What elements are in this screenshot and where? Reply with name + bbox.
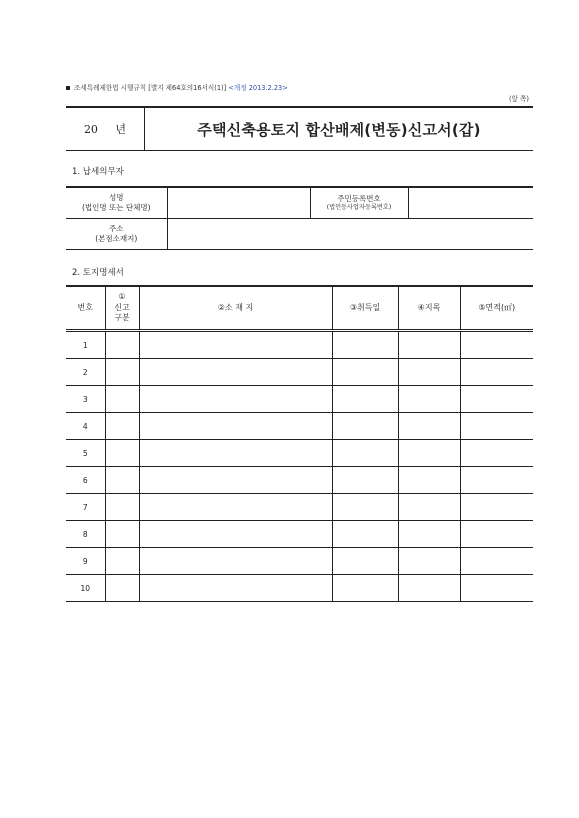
report-type-cell[interactable] [105, 440, 139, 467]
location-cell[interactable] [139, 494, 332, 521]
name-sublabel: (법인명 또는 단체명) [81, 203, 151, 212]
col-land-category: ④지목 [398, 286, 460, 331]
col-report-type-l1: 신고 [114, 302, 130, 312]
report-type-cell[interactable] [105, 413, 139, 440]
land-category-cell[interactable] [398, 521, 460, 548]
name-label: 성명 [109, 192, 124, 202]
col-report-type [105, 286, 139, 331]
form-title: 주택신축용토지 합산배제(변동)신고서(갑) [197, 120, 481, 139]
land-category-cell[interactable] [398, 494, 460, 521]
area-cell[interactable] [460, 386, 533, 413]
acquisition-date-cell[interactable] [332, 331, 398, 359]
title-box [66, 106, 533, 151]
row-number: 7 [66, 494, 105, 521]
area-cell[interactable] [460, 548, 533, 575]
acquisition-date-cell[interactable] [332, 386, 398, 413]
table-row [66, 548, 533, 575]
rrn-field[interactable] [408, 187, 533, 219]
land-category-cell[interactable] [398, 548, 460, 575]
report-type-cell[interactable] [105, 386, 139, 413]
area-cell[interactable] [460, 521, 533, 548]
form-law-reference [66, 82, 288, 92]
taxpayer-row-address [66, 219, 533, 250]
row-number: 5 [66, 440, 105, 467]
name-field[interactable] [167, 187, 310, 219]
land-category-cell[interactable] [398, 440, 460, 467]
bullet-square-icon [66, 86, 70, 90]
area-cell[interactable] [460, 413, 533, 440]
taxpayer-row-name [66, 187, 533, 219]
area-cell[interactable] [460, 467, 533, 494]
location-cell[interactable] [139, 386, 332, 413]
amendment-date: <개정 2013.2.23> [228, 84, 288, 92]
table-row [66, 440, 533, 467]
row-number: 3 [66, 386, 105, 413]
row-number: 10 [66, 575, 105, 602]
location-cell[interactable] [139, 575, 332, 602]
col-report-type-l2: 구분 [114, 313, 130, 323]
table-row [66, 359, 533, 386]
table-row [66, 467, 533, 494]
acquisition-date-cell[interactable] [332, 359, 398, 386]
col-report-type-num: ① [118, 291, 126, 301]
table-row [66, 413, 533, 440]
taxpayer-table [66, 186, 533, 250]
report-type-cell[interactable] [105, 331, 139, 359]
rrn-label: 주민등록번호 [337, 193, 381, 203]
land-category-cell[interactable] [398, 359, 460, 386]
title-year: 20 년 [66, 108, 145, 150]
rrn-label-cell [310, 187, 408, 219]
land-category-cell[interactable] [398, 386, 460, 413]
acquisition-date-cell[interactable] [332, 413, 398, 440]
acquisition-date-cell[interactable] [332, 575, 398, 602]
row-number: 1 [66, 331, 105, 359]
area-cell[interactable] [460, 331, 533, 359]
law-reference-text: 조세특례제한법 시행규칙 [별지 제64호의16서식(1)] [74, 84, 227, 92]
address-sublabel: (본점소재지) [95, 234, 138, 243]
location-cell[interactable] [139, 440, 332, 467]
row-number: 8 [66, 521, 105, 548]
location-cell[interactable] [139, 521, 332, 548]
acquisition-date-cell[interactable] [332, 521, 398, 548]
acquisition-date-cell[interactable] [332, 440, 398, 467]
acquisition-date-cell[interactable] [332, 467, 398, 494]
land-category-cell[interactable] [398, 413, 460, 440]
rrn-sublabel: (법인등사업자등록번호) [326, 203, 392, 211]
location-cell[interactable] [139, 359, 332, 386]
report-type-cell[interactable] [105, 467, 139, 494]
location-cell[interactable] [139, 548, 332, 575]
section-land-heading: 2. 토지명세서 [72, 268, 124, 278]
land-table-header [66, 286, 533, 331]
report-type-cell[interactable] [105, 521, 139, 548]
address-label: 주소 [109, 223, 124, 233]
table-row [66, 494, 533, 521]
row-number: 4 [66, 413, 105, 440]
land-table-body [66, 331, 533, 602]
table-row [66, 386, 533, 413]
col-number: 번호 [66, 286, 105, 331]
location-cell[interactable] [139, 331, 332, 359]
col-area: ⑤면적(㎡) [460, 286, 533, 331]
report-type-cell[interactable] [105, 494, 139, 521]
col-acquisition-date: ③취득일 [332, 286, 398, 331]
page-side-label: (앞 쪽) [509, 95, 529, 103]
name-label-cell [66, 187, 167, 219]
location-cell[interactable] [139, 413, 332, 440]
area-cell[interactable] [460, 575, 533, 602]
land-statement-table [66, 285, 533, 602]
land-category-cell[interactable] [398, 467, 460, 494]
address-label-cell [66, 219, 167, 250]
report-type-cell[interactable] [105, 548, 139, 575]
land-category-cell[interactable] [398, 331, 460, 359]
table-row [66, 521, 533, 548]
section-taxpayer-heading: 1. 납세의무자 [72, 167, 124, 177]
address-field[interactable] [167, 219, 533, 250]
table-row [66, 331, 533, 359]
acquisition-date-cell[interactable] [332, 548, 398, 575]
report-type-cell[interactable] [105, 359, 139, 386]
land-category-cell[interactable] [398, 575, 460, 602]
row-number: 6 [66, 467, 105, 494]
area-cell[interactable] [460, 494, 533, 521]
table-row [66, 575, 533, 602]
row-number: 9 [66, 548, 105, 575]
row-number: 2 [66, 359, 105, 386]
report-type-cell[interactable] [105, 575, 139, 602]
area-cell[interactable] [460, 359, 533, 386]
location-cell[interactable] [139, 467, 332, 494]
col-location: ②소 재 지 [139, 286, 332, 331]
area-cell[interactable] [460, 440, 533, 467]
acquisition-date-cell[interactable] [332, 494, 398, 521]
